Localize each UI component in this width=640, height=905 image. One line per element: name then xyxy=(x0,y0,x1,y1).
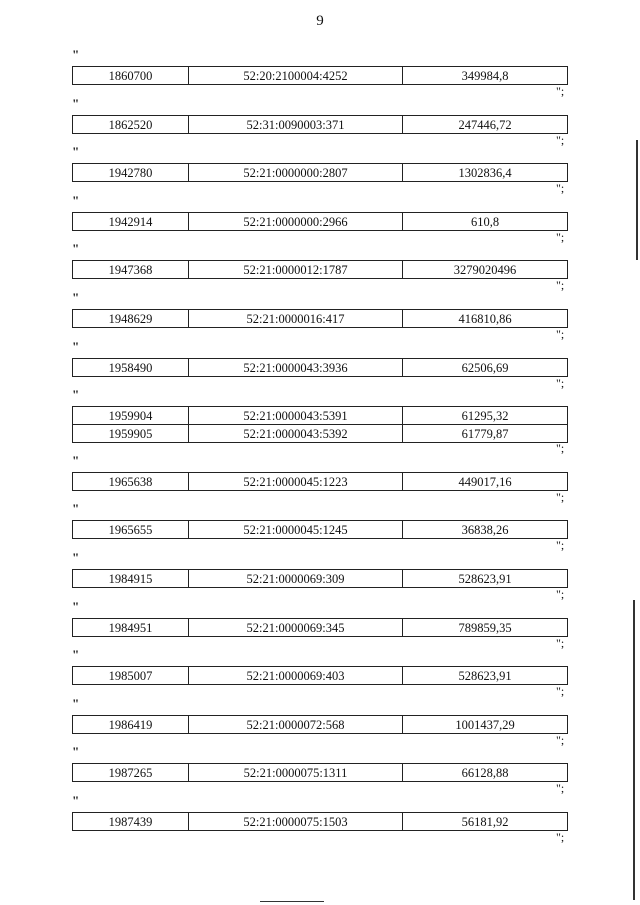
table-row xyxy=(73,358,568,376)
record-table xyxy=(72,618,568,637)
value-cell: 3279020496 xyxy=(403,261,568,279)
record-number-cell: 1986419 xyxy=(73,715,189,733)
record-table xyxy=(72,309,568,328)
value-cell: 610,8 xyxy=(403,212,568,230)
closing-quote: "; xyxy=(556,441,565,456)
value-cell: 528623,91 xyxy=(403,667,568,685)
closing-quote: "; xyxy=(556,538,565,553)
cadastral-number-cell: 52:21:0000045:1223 xyxy=(189,472,403,490)
cadastral-number-cell: 52:21:0000000:2966 xyxy=(189,212,403,230)
value-cell: 61779,87 xyxy=(403,425,568,443)
opening-quote: " xyxy=(72,501,80,517)
record-table xyxy=(72,115,568,134)
record-number-cell: 1984951 xyxy=(73,618,189,636)
record-number-cell: 1984915 xyxy=(73,570,189,588)
closing-quote: "; xyxy=(556,327,565,341)
value-cell: 247446,72 xyxy=(403,115,568,133)
opening-quote: " xyxy=(72,695,80,711)
record-table xyxy=(72,212,568,231)
record-number-cell: 1987439 xyxy=(73,813,189,831)
closing-quote: "; xyxy=(556,278,565,293)
closing-quote: "; xyxy=(556,732,565,747)
closing-quote: "; xyxy=(556,229,565,244)
record-number-cell: 1942914 xyxy=(73,212,189,230)
table-row xyxy=(73,715,568,733)
record-table xyxy=(72,472,568,491)
record-table xyxy=(72,66,568,85)
table-row xyxy=(73,67,568,85)
table-row xyxy=(73,115,568,133)
opening-quote: " xyxy=(72,452,80,468)
opening-quote: " xyxy=(72,598,80,614)
closing-quote: "; xyxy=(556,375,565,390)
scan-edge-line xyxy=(260,901,324,902)
record-number-cell: 1942780 xyxy=(73,164,189,182)
value-cell: 66128,88 xyxy=(403,764,568,782)
table-row xyxy=(73,407,568,425)
record-number-cell: 1948629 xyxy=(73,310,189,328)
closing-quote: "; xyxy=(556,587,565,601)
record-table xyxy=(72,763,568,782)
table-row xyxy=(73,261,568,279)
cadastral-number-cell: 52:31:0090003:371 xyxy=(189,115,403,133)
opening-quote: " xyxy=(72,550,80,565)
table-row xyxy=(73,570,568,588)
table-row xyxy=(73,813,568,831)
value-cell: 416810,86 xyxy=(403,310,568,328)
opening-quote: " xyxy=(72,192,80,208)
value-cell: 1001437,29 xyxy=(403,715,568,733)
record-number-cell: 1965655 xyxy=(73,521,189,539)
closing-quote: "; xyxy=(556,84,565,98)
opening-quote: " xyxy=(72,338,80,354)
table-row xyxy=(73,521,568,539)
cadastral-number-cell: 52:21:0000012:1787 xyxy=(189,261,403,279)
opening-quote: " xyxy=(72,387,80,403)
cadastral-number-cell: 52:20:2100004:4252 xyxy=(189,67,403,85)
record-number-cell: 1959904 xyxy=(73,407,189,425)
value-cell: 36838,26 xyxy=(403,521,568,539)
opening-quote: " xyxy=(72,47,80,62)
table-row xyxy=(73,667,568,685)
record-number-cell: 1860700 xyxy=(73,67,189,85)
table-row xyxy=(73,212,568,230)
opening-quote: " xyxy=(72,241,80,257)
record-table xyxy=(72,406,568,443)
record-number-cell: 1965638 xyxy=(73,472,189,490)
scan-edge-line xyxy=(633,600,635,900)
opening-quote: " xyxy=(72,290,80,305)
record-table xyxy=(72,715,568,734)
cadastral-number-cell: 52:21:0000043:5392 xyxy=(189,425,403,443)
cadastral-number-cell: 52:21:0000069:403 xyxy=(189,667,403,685)
table-row xyxy=(73,472,568,490)
table-row xyxy=(73,764,568,782)
record-number-cell: 1987265 xyxy=(73,764,189,782)
cadastral-number-cell: 52:21:0000075:1503 xyxy=(189,813,403,831)
record-number-cell: 1959905 xyxy=(73,425,189,443)
page-number: 9 xyxy=(316,13,324,29)
cadastral-number-cell: 52:21:0000075:1311 xyxy=(189,764,403,782)
record-number-cell: 1862520 xyxy=(73,115,189,133)
value-cell: 528623,91 xyxy=(403,570,568,588)
record-number-cell: 1985007 xyxy=(73,667,189,685)
closing-quote: "; xyxy=(556,489,565,504)
record-table xyxy=(72,358,568,377)
closing-quote: "; xyxy=(556,132,565,147)
record-table xyxy=(72,163,568,182)
record-number-cell: 1958490 xyxy=(73,358,189,376)
value-cell: 62506,69 xyxy=(403,358,568,376)
closing-quote: "; xyxy=(556,181,565,196)
record-table xyxy=(72,520,568,539)
table-row xyxy=(73,425,568,443)
closing-quote: "; xyxy=(556,684,565,699)
cadastral-number-cell: 52:21:0000072:568 xyxy=(189,715,403,733)
record-table xyxy=(72,666,568,685)
cadastral-number-cell: 52:21:0000069:345 xyxy=(189,618,403,636)
opening-quote: " xyxy=(72,744,80,760)
value-cell: 61295,32 xyxy=(403,407,568,425)
record-number-cell: 1947368 xyxy=(73,261,189,279)
table-row xyxy=(73,310,568,328)
cadastral-number-cell: 52:21:0000045:1245 xyxy=(189,521,403,539)
cadastral-number-cell: 52:21:0000069:309 xyxy=(189,570,403,588)
record-table xyxy=(72,569,568,588)
closing-quote: "; xyxy=(556,781,565,796)
opening-quote: " xyxy=(72,95,80,111)
scan-edge-line xyxy=(636,140,638,260)
table-row xyxy=(73,618,568,636)
value-cell: 349984,8 xyxy=(403,67,568,85)
value-cell: 449017,16 xyxy=(403,472,568,490)
cadastral-number-cell: 52:21:0000043:3936 xyxy=(189,358,403,376)
value-cell: 1302836,4 xyxy=(403,164,568,182)
cadastral-number-cell: 52:21:0000016:417 xyxy=(189,310,403,328)
value-cell: 56181,92 xyxy=(403,813,568,831)
table-row xyxy=(73,164,568,182)
cadastral-number-cell: 52:21:0000043:5391 xyxy=(189,407,403,425)
cadastral-number-cell: 52:21:0000000:2807 xyxy=(189,164,403,182)
closing-quote: "; xyxy=(556,635,565,650)
record-table xyxy=(72,260,568,279)
opening-quote: " xyxy=(72,647,80,663)
value-cell: 789859,35 xyxy=(403,618,568,636)
opening-quote: " xyxy=(72,793,80,808)
closing-quote: "; xyxy=(556,830,565,844)
record-table xyxy=(72,812,568,831)
opening-quote: " xyxy=(72,144,80,160)
